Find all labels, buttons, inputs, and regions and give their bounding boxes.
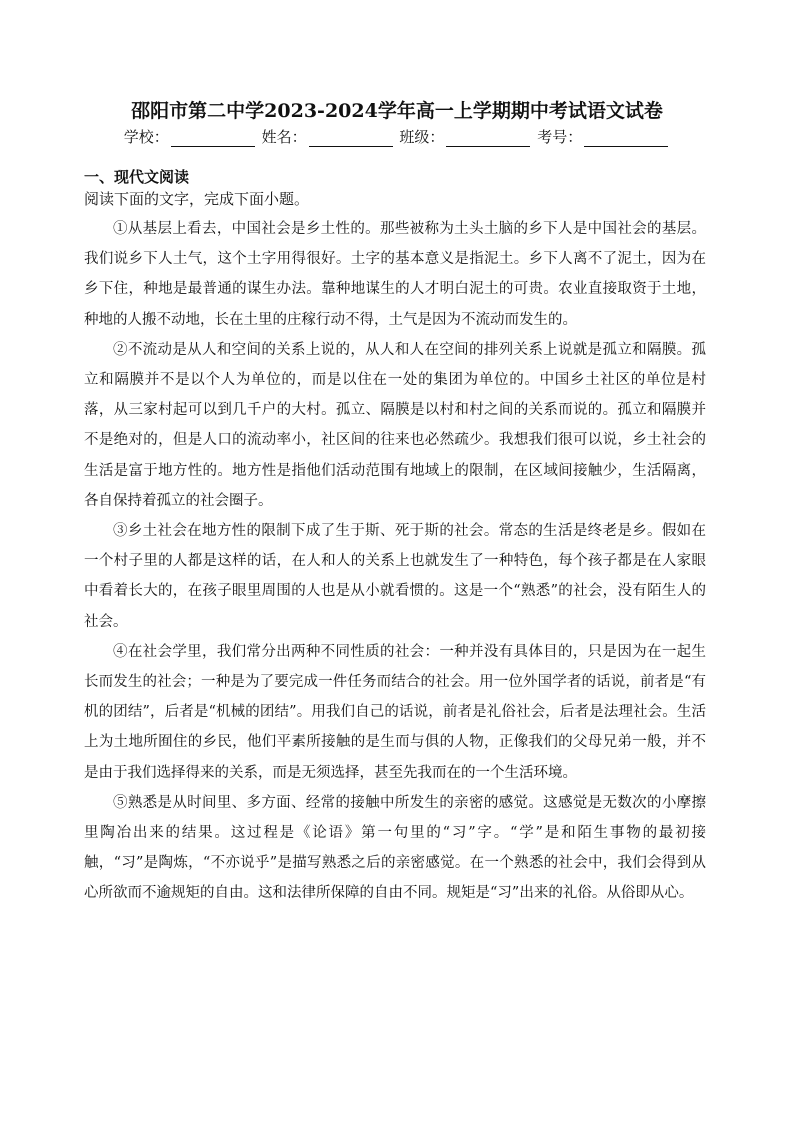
reading-passage — [84, 214, 706, 909]
school-label: 学校： — [123, 128, 169, 146]
school-blank[interactable] — [171, 130, 255, 147]
section-heading: 一、现代文阅读 — [84, 168, 190, 186]
exam-number-blank[interactable] — [584, 130, 668, 147]
passage-paragraph-5: ⑤熟悉是从时间里、多方面、经常的接触中所发生的亲密的感觉。这感觉是无数次的小摩擦里陶冶出来的结果。这过程是《论语》第一句里的“习”字。“学”是和陌生事物的最初接触，“习”是陶炼，“不亦说乎”是描写熟悉之后的亲密感觉。在一个熟悉的社会中，我们会得到从心所欲而不逾规矩的自由。这和法律所保障的自由不同。规矩是“习”出来的礼俗。从俗即从心。 — [84, 794, 706, 902]
exam-number-label: 考号： — [537, 128, 583, 146]
passage-paragraph-4: ④在社会学里，我们常分出两种不同性质的社会：一种并没有具体目的，只是因为在一起生长而发生的社会；一种是为了要完成一件任务而结合的社会。用一位外国学者的话说，前者是“有机的团结”，后者是“机械的团结”。用我们自己的话说，前者是礼俗社会，后者是法理社会。生活上为土地所囿住的乡民，他们平素所接触的是生而与俱的人物，正像我们的父母兄弟一般，并不是由于我们选择得来的关系，而是无须选择，甚至先我而在的一个生活环境。 — [84, 643, 706, 781]
passage-paragraph-2: ②不流动是从人和空间的关系上说的，从人和人在空间的排列关系上说就是孤立和隔膜。孤立和隔膜并不是以个人为单位的，而是以住在一处的集团为单位的。中国乡土社区的单位是村落，从三家村起可以到几千户的大村。孤立、隔膜是以村和村之间的关系而说的。孤立和隔膜并不是绝对的，但是人口的流动率小，社区间的往来也必然疏少。我想我们很可以说，乡土社会的生活是富于地方性的。地方性是指他们活动范围有地域上的限制，在区域间接触少，生活隔离，各自保持着孤立的社会圈子。 — [84, 341, 706, 509]
exam-title: 邵阳市第二中学2023-2024学年高一上学期期中考试语文试卷 — [131, 100, 663, 122]
student-info-line — [0, 126, 794, 147]
name-label: 姓名： — [261, 128, 307, 146]
name-blank[interactable] — [309, 130, 393, 147]
passage-paragraph-3: ③乡土社会在地方性的限制下成了生于斯、死于斯的社会。常态的生活是终老是乡。假如在一个村子里的人都是这样的话，在人和人的关系上也就发生了一种特色，每个孩子都是在人家眼中看着长大的，在孩子眼里周围的人也是从小就看惯的。这是一个“熟悉”的社会，没有陌生人的社会。 — [84, 523, 706, 630]
passage-paragraph-1: ①从基层上看去，中国社会是乡土性的。那些被称为土头土脑的乡下人是中国社会的基层。我们说乡下人土气，这个土字用得很好。土字的基本意义是指泥土。乡下人离不了泥土，因为在乡下住，种地是最普通的谋生办法。靠种地谋生的人才明白泥土的可贵。农业直接取资于土地，种地的人搬不动地，长在土里的庄稼行动不得，土气是因为不流动而发生的。 — [84, 221, 706, 328]
class-label: 班级： — [399, 128, 445, 146]
section-instruction: 阅读下面的文字，完成下面小题。 — [84, 190, 310, 208]
class-blank[interactable] — [446, 130, 530, 147]
